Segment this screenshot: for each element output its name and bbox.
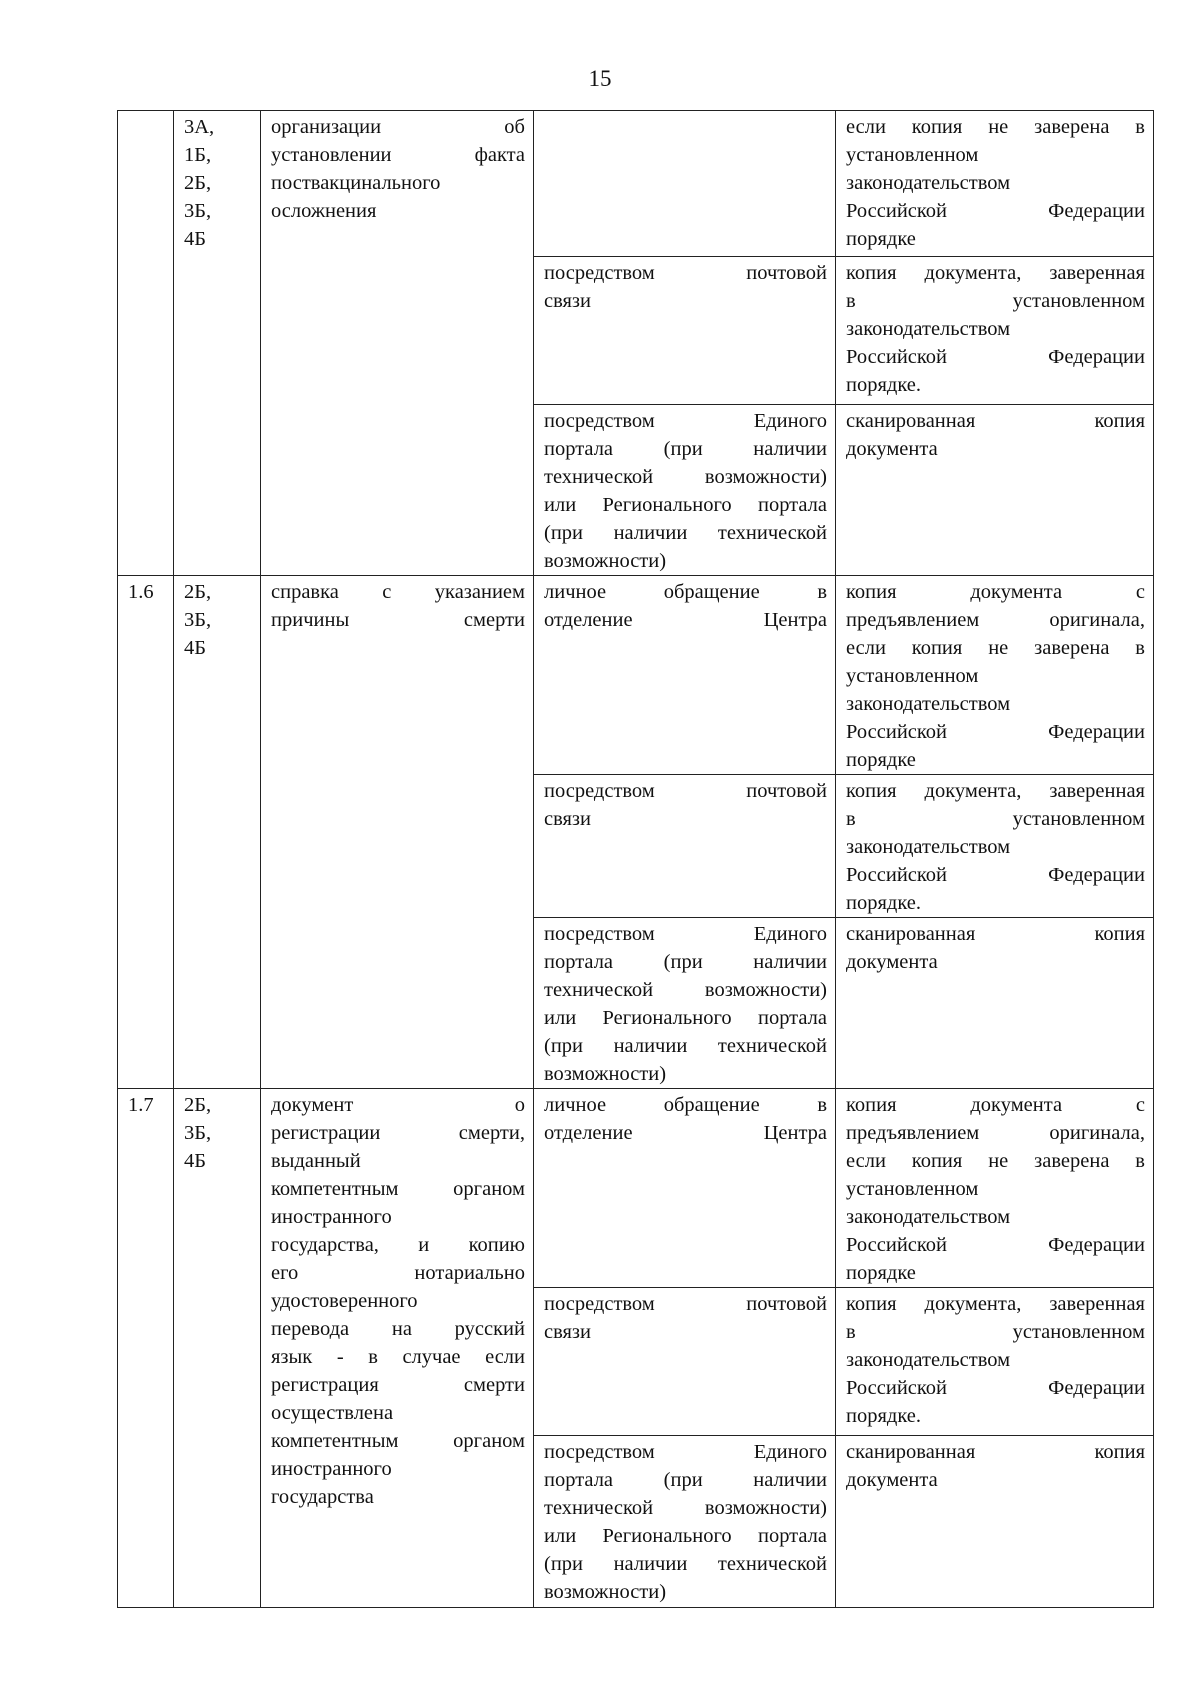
text-line: 2Б, <box>184 1094 212 1116</box>
text-line: если копия не заверена в <box>846 637 1145 659</box>
text-line: порядке. <box>846 374 922 396</box>
text-line: посредством почтовой <box>544 780 827 802</box>
text-line: связи <box>544 1321 592 1343</box>
text-line: портала (при наличии <box>544 951 827 973</box>
text-line: документа <box>846 1469 938 1491</box>
text-line: связи <box>544 808 592 830</box>
submission-method-cell <box>534 257 836 405</box>
text-line: законодательством <box>846 1206 1011 1228</box>
text-line: компетентным органом <box>271 1430 525 1452</box>
text-line: порядке <box>846 1262 916 1284</box>
document-form-cell <box>836 1436 1154 1608</box>
text-line: его нотариально <box>271 1262 525 1284</box>
text-line: (при наличии технической <box>544 522 827 544</box>
text-line: посредством почтовой <box>544 262 827 284</box>
text-line: портала (при наличии <box>544 1469 827 1491</box>
text-line: 3Б, <box>184 1122 212 1144</box>
text-line: установленном <box>846 1178 979 1200</box>
text-line: осложнения <box>271 200 377 222</box>
text-line: законодательством <box>846 318 1011 340</box>
text-line: государства <box>271 1486 374 1508</box>
document-form-cell <box>836 576 1154 775</box>
text-line: компетентным органом <box>271 1178 525 1200</box>
applicant-codes-cell <box>174 1089 261 1608</box>
text-line: Российской Федерации <box>846 346 1145 368</box>
text-line: законодательством <box>846 693 1011 715</box>
text-line: или Регионального портала <box>544 1007 827 1029</box>
text-line: документа <box>846 951 938 973</box>
document-form-cell <box>836 918 1154 1089</box>
text-line: язык - в случае если <box>271 1346 525 1368</box>
text-line: 3А, <box>184 116 215 138</box>
text-line: законодательством <box>846 1349 1011 1371</box>
document-form-cell <box>836 111 1154 257</box>
text-line: сканированная копия <box>846 1441 1145 1463</box>
text-line: в установленном <box>846 1321 1145 1343</box>
page-number: 15 <box>588 66 612 91</box>
submission-method-cell <box>534 1436 836 1608</box>
text-line: посредством Единого <box>544 410 827 432</box>
text-line: копия документа, заверенная <box>846 262 1145 284</box>
table-row <box>118 576 1154 775</box>
document-name-cell <box>261 111 534 576</box>
text-line: или Регионального портала <box>544 494 827 516</box>
text-line: порядке. <box>846 1405 922 1427</box>
text-line: технической возможности) <box>544 466 827 488</box>
submission-method-cell <box>534 1288 836 1436</box>
text-line: копия документа с <box>846 581 1145 603</box>
text-line: копия документа, заверенная <box>846 1293 1145 1315</box>
text-line: порядке <box>846 228 916 250</box>
applicant-codes-cell <box>174 576 261 1089</box>
text-line: законодательством <box>846 836 1011 858</box>
text-line: справка с указанием <box>271 581 525 603</box>
text-line: законодательством <box>846 172 1011 194</box>
document-form-cell <box>836 1288 1154 1436</box>
text-line: если копия не заверена в <box>846 116 1145 138</box>
text-line: осуществлена <box>271 1402 394 1424</box>
row-number-cell <box>118 111 174 576</box>
text-line: связи <box>544 290 592 312</box>
text-line: или Регионального портала <box>544 1525 827 1547</box>
text-line: порядке <box>846 749 916 771</box>
document-form-cell <box>836 775 1154 918</box>
text-line: удостоверенного <box>271 1290 418 1312</box>
row-number: 1.7 <box>128 1094 154 1116</box>
row-number: 1.6 <box>128 581 154 603</box>
table-row <box>118 1089 1154 1288</box>
text-line: 4Б <box>184 1150 207 1172</box>
text-line: установленном <box>846 665 979 687</box>
text-line: посредством Единого <box>544 923 827 945</box>
submission-method-cell <box>534 111 836 257</box>
text-line: причины смерти <box>271 609 525 631</box>
text-line: портала (при наличии <box>544 438 827 460</box>
text-line: документа <box>846 438 938 460</box>
submission-method-cell <box>534 576 836 775</box>
text-line: Российской Федерации <box>846 1377 1145 1399</box>
document-form-cell <box>836 405 1154 576</box>
text-line: Российской Федерации <box>846 721 1145 743</box>
text-line: личное обращение в <box>544 1094 827 1116</box>
text-line: возможности) <box>544 1581 667 1603</box>
submission-method-cell <box>534 918 836 1089</box>
text-line: возможности) <box>544 550 667 572</box>
table-row <box>118 111 1154 257</box>
text-line: 2Б, <box>184 581 212 603</box>
text-line: в установленном <box>846 808 1145 830</box>
text-line: иностранного <box>271 1206 392 1228</box>
row-number-cell <box>118 1089 174 1608</box>
text-line: в установленном <box>846 290 1145 312</box>
text-line: установленном <box>846 144 979 166</box>
text-line: сканированная копия <box>846 923 1145 945</box>
text-line: копия документа, заверенная <box>846 780 1145 802</box>
text-line: перевода на русский <box>271 1318 525 1340</box>
text-line: 3Б, <box>184 200 212 222</box>
document-form-cell <box>836 1089 1154 1288</box>
text-line: Российской Федерации <box>846 200 1145 222</box>
text-line: 4Б <box>184 637 207 659</box>
text-line: выданный <box>271 1150 361 1172</box>
text-line: копия документа с <box>846 1094 1145 1116</box>
text-line: отделение Центра <box>544 1122 827 1144</box>
text-line: поствакцинального <box>271 172 441 194</box>
submission-method-cell <box>534 1089 836 1288</box>
text-line: установлении факта <box>271 144 525 166</box>
submission-method-cell <box>534 405 836 576</box>
text-line: Российской Федерации <box>846 864 1145 886</box>
text-line: документ о <box>271 1094 525 1116</box>
document-form-cell <box>836 257 1154 405</box>
text-line: 2Б, <box>184 172 212 194</box>
text-line: иностранного <box>271 1458 392 1480</box>
text-line: регистрации смерти, <box>271 1122 525 1144</box>
text-line: посредством Единого <box>544 1441 827 1463</box>
text-line: порядке. <box>846 892 922 914</box>
text-line: сканированная копия <box>846 410 1145 432</box>
row-number-cell <box>118 576 174 1089</box>
text-line: если копия не заверена в <box>846 1150 1145 1172</box>
text-line: предъявлением оригинала, <box>846 609 1145 631</box>
text-line: 1Б, <box>184 144 212 166</box>
document-name-cell <box>261 1089 534 1608</box>
text-line: посредством почтовой <box>544 1293 827 1315</box>
text-line: (при наличии технической <box>544 1035 827 1057</box>
text-line: государства, и копию <box>271 1234 525 1256</box>
text-line: возможности) <box>544 1063 667 1085</box>
applicant-codes-cell <box>174 111 261 576</box>
text-line: предъявлением оригинала, <box>846 1122 1145 1144</box>
text-line: регистрация смерти <box>271 1374 525 1396</box>
document-name-cell <box>261 576 534 1089</box>
submission-method-cell <box>534 775 836 918</box>
text-line: Российской Федерации <box>846 1234 1145 1256</box>
documents-table <box>117 110 1154 1608</box>
table-body <box>118 111 1154 1608</box>
text-line: личное обращение в <box>544 581 827 603</box>
text-line: технической возможности) <box>544 979 827 1001</box>
text-line: технической возможности) <box>544 1497 827 1519</box>
text-line: 3Б, <box>184 609 212 631</box>
text-line: отделение Центра <box>544 609 827 631</box>
text-line: 4Б <box>184 228 207 250</box>
text-line: организации об <box>271 116 525 138</box>
text-line: (при наличии технической <box>544 1553 827 1575</box>
